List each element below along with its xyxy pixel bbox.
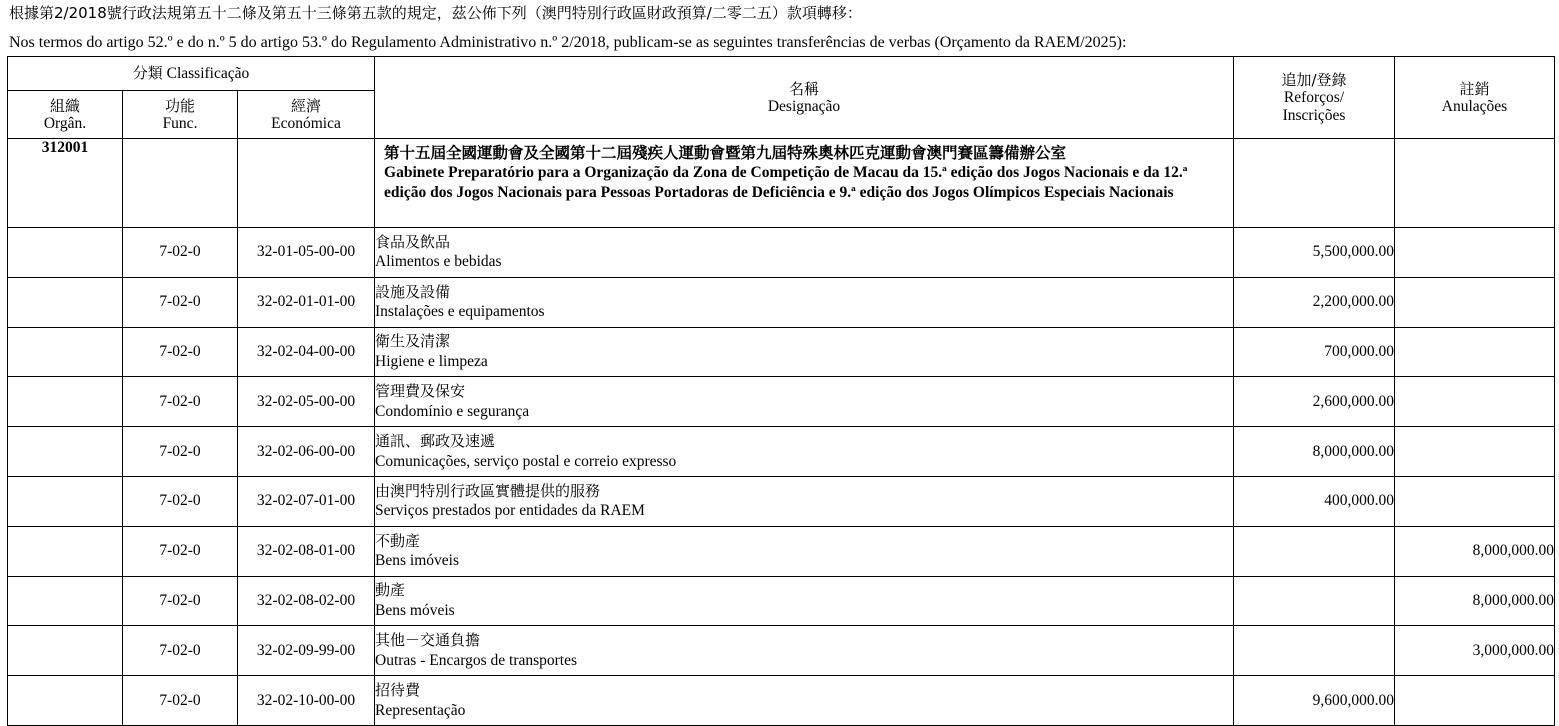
econ-code: 32-02-09-99-00	[238, 626, 375, 676]
func-code: 7-02-0	[123, 377, 238, 427]
reinforcement-amount: 700,000.00	[1234, 327, 1395, 377]
entity-name-zh: 第十五屆全國運動會及全國第十二屆殘疾人運動會暨第九屆特殊奧林匹克運動會澳門賽區籌備辦公室	[384, 144, 1067, 162]
item-name-zh: 設施及設備	[375, 282, 451, 301]
item-name-pt: Instalações e equipamentos	[375, 303, 545, 321]
reinforcement-amount: 2,200,000.00	[1234, 277, 1395, 327]
intro-chinese: 根據第2/2018號行政法規第五十二條及第五十三條第五款的規定，茲公佈下列（澳門特別行政區財政預算/二零二五）款項轉移：	[9, 4, 862, 22]
item-name-pt: Alimentos e bebidas	[375, 253, 502, 271]
table-row	[8, 526, 1555, 576]
econ-code: 32-02-07-01-00	[238, 476, 375, 526]
func-code: 7-02-0	[123, 676, 238, 726]
organ-code: 312001	[8, 139, 123, 228]
annulment-amount	[1395, 676, 1555, 726]
entity-designation	[375, 139, 1234, 228]
item-name-zh: 食品及飲品	[375, 232, 451, 251]
item-name-pt: Representação	[375, 701, 466, 719]
item-designation	[375, 377, 1234, 427]
table-row	[8, 327, 1555, 377]
item-designation	[375, 327, 1234, 377]
func-code: 7-02-0	[123, 427, 238, 477]
item-name-pt: Outras - Encargos de transportes	[375, 651, 578, 669]
table-row	[8, 676, 1555, 726]
econ-code: 32-02-04-00-00	[238, 327, 375, 377]
item-designation	[375, 228, 1234, 278]
reinforcement-amount: 5,500,000.00	[1234, 228, 1395, 278]
entity-row	[8, 139, 1555, 228]
reinforcement-amount	[1234, 626, 1395, 676]
item-name-pt: Higiene e limpeza	[375, 352, 488, 370]
table-row	[8, 427, 1555, 477]
item-name-zh: 衛生及清潔	[375, 332, 451, 351]
table-row	[8, 277, 1555, 327]
econ-code: 32-02-05-00-00	[238, 377, 375, 427]
item-designation	[375, 576, 1234, 626]
item-name-zh: 管理費及保安	[375, 382, 466, 401]
item-designation	[375, 277, 1234, 327]
func-code: 7-02-0	[123, 526, 238, 576]
item-designation	[375, 626, 1234, 676]
table-row	[8, 228, 1555, 278]
annulment-amount	[1395, 377, 1555, 427]
item-name-pt: Comunicações, serviço postal e correio expresso	[375, 452, 677, 470]
annulment-amount	[1395, 427, 1555, 477]
func-code: 7-02-0	[123, 277, 238, 327]
item-designation	[375, 476, 1234, 526]
annulment-amount	[1395, 476, 1555, 526]
item-name-zh: 動產	[375, 581, 406, 600]
reinforcement-amount: 8,000,000.00	[1234, 427, 1395, 477]
reinforcement-amount: 2,600,000.00	[1234, 377, 1395, 427]
func-code: 7-02-0	[123, 576, 238, 626]
item-name-zh: 其他－交通負擔	[375, 631, 481, 650]
intro-portuguese: Nos termos do artigo 52.º e do n.º 5 do artigo 53.º do Regulamento Administrativo n.º 2/2018, publicam-se as seguintes transferências de verbas (Orçamento da RAEM/2025):	[9, 34, 1127, 51]
classification-header: 分類 Classificação	[8, 57, 375, 91]
reinforcement-amount	[1234, 576, 1395, 626]
econ-code: 32-02-10-00-00	[238, 676, 375, 726]
annulment-amount	[1395, 277, 1555, 327]
table-row	[8, 626, 1555, 676]
reinforcement-amount: 400,000.00	[1234, 476, 1395, 526]
func-header: 功能 Func.	[123, 91, 238, 139]
econ-code: 32-01-05-00-00	[238, 228, 375, 278]
annulments-header: 註銷 Anulações	[1395, 57, 1555, 139]
item-name-pt: Condomínio e segurança	[375, 402, 530, 420]
table-row	[8, 576, 1555, 626]
econ-code: 32-02-08-02-00	[238, 576, 375, 626]
item-designation	[375, 427, 1234, 477]
table-row	[8, 476, 1555, 526]
func-code: 7-02-0	[123, 626, 238, 676]
designation-header: 名稱 Designação	[375, 57, 1234, 139]
reinforcements-header: 追加/登錄 Reforços/ Inscrições	[1234, 57, 1395, 139]
item-name-pt: Serviços prestados por entidades da RAEM	[375, 502, 645, 520]
item-name-pt: Bens móveis	[375, 601, 455, 619]
item-name-zh: 招待費	[375, 681, 421, 700]
reinforcement-amount	[1234, 526, 1395, 576]
annulment-amount: 8,000,000.00	[1395, 526, 1555, 576]
table-row	[8, 377, 1555, 427]
annulment-amount: 3,000,000.00	[1395, 626, 1555, 676]
item-designation	[375, 676, 1234, 726]
transfer-table	[7, 56, 1555, 726]
econ-code: 32-02-08-01-00	[238, 526, 375, 576]
func-code: 7-02-0	[123, 476, 238, 526]
item-designation	[375, 526, 1234, 576]
econ-header: 經濟 Económica	[238, 91, 375, 139]
econ-code: 32-02-01-01-00	[238, 277, 375, 327]
organ-header: 組織 Orgân.	[8, 91, 123, 139]
annulment-amount	[1395, 327, 1555, 377]
func-code: 7-02-0	[123, 228, 238, 278]
item-name-zh: 不動產	[375, 531, 421, 550]
func-code: 7-02-0	[123, 327, 238, 377]
annulment-amount: 8,000,000.00	[1395, 576, 1555, 626]
econ-code: 32-02-06-00-00	[238, 427, 375, 477]
annulment-amount	[1395, 228, 1555, 278]
item-name-pt: Bens imóveis	[375, 552, 459, 570]
item-name-zh: 由澳門特別行政區實體提供的服務	[375, 481, 601, 500]
item-name-zh: 通訊、郵政及速遞	[375, 432, 496, 451]
reinforcement-amount: 9,600,000.00	[1234, 676, 1395, 726]
entity-name-pt: Gabinete Preparatório para a Organização da Zona de Competição de Macau da 15.ª edição dos Jogos Nacionais e da 12.ª edição dos Jogos Nacionais para Pessoas Portadoras de Deficiência e 9.ª edição dos Jogos Olímpicos Especiais Nacionais	[384, 164, 1188, 201]
